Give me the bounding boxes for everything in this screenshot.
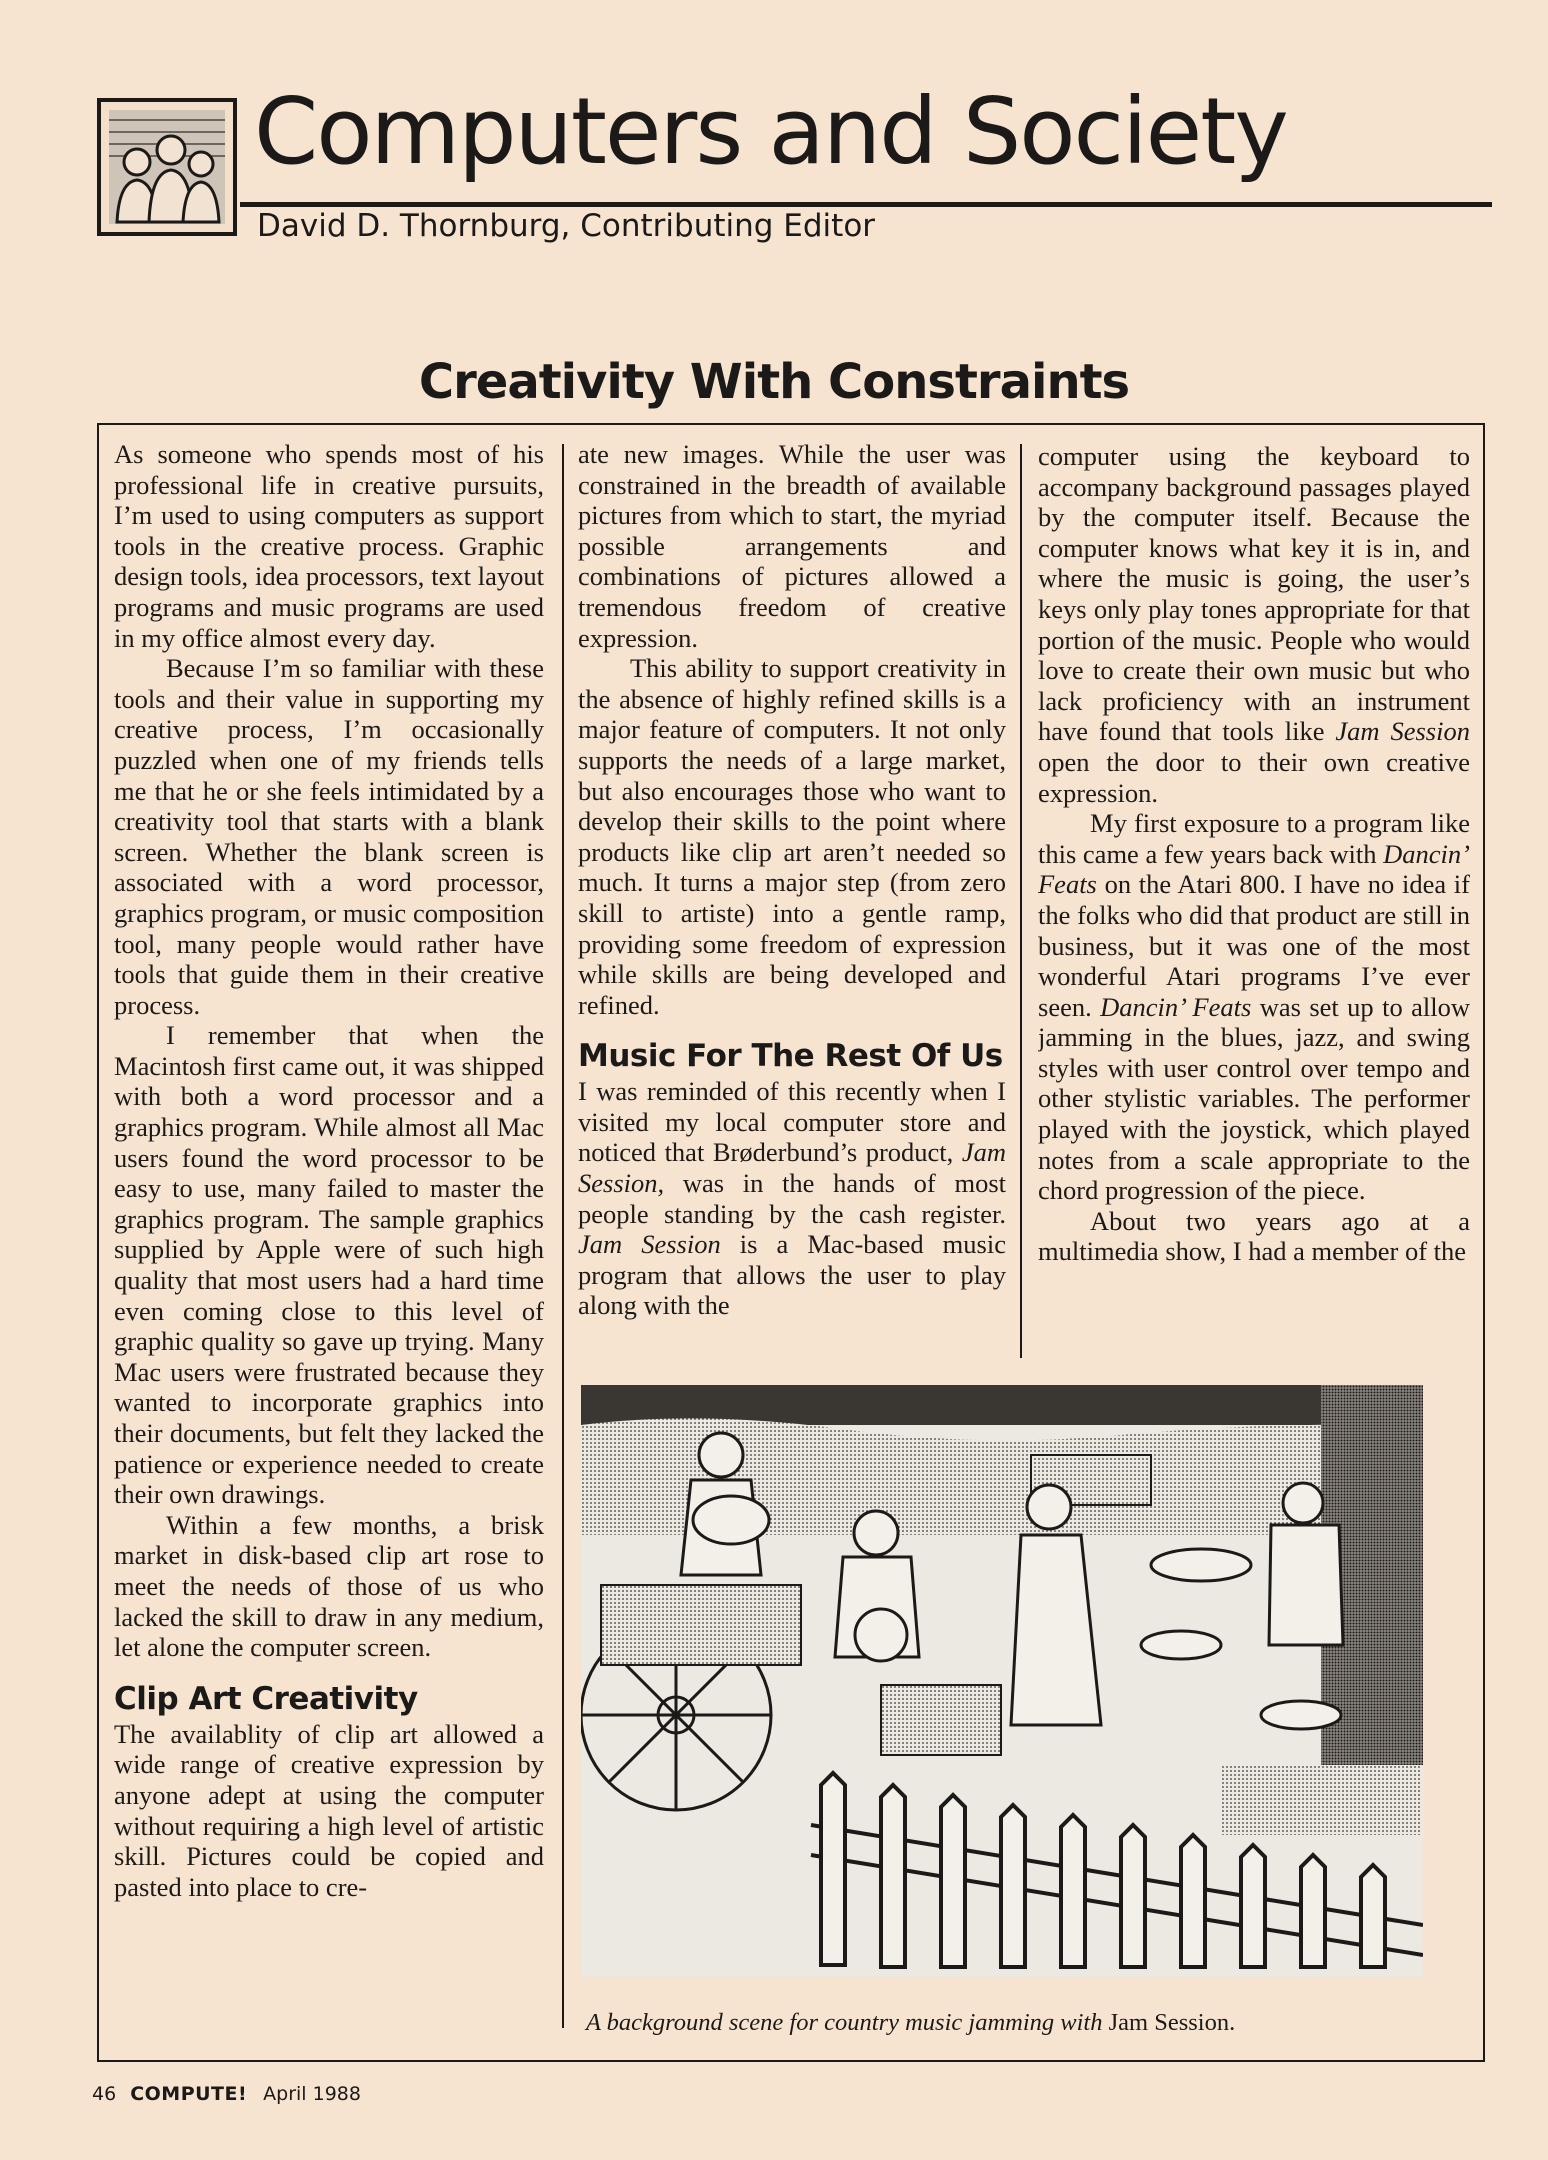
text-run: computer using the keyboard to accompany background passages played by the computer itself. Because the computer knows what key it is in, and where the music is going, the user’s keys only play tones appropriate for that portion of the music. People who would love to create their own music but who lack proficiency with an instrument have found that tools like <box>1038 441 1470 747</box>
column-divider <box>1020 444 1022 1358</box>
section-logo <box>97 98 237 236</box>
paragraph: About two years ago at a multimedia show, I had a member of the <box>1038 1205 1470 1267</box>
caption-product-title: Jam Session. <box>1108 2009 1236 2036</box>
paragraph: Because I’m so familiar with these tools and their value in supporting my creative process, I’m occasionally puzzled when one of my friends tells me that he or she feels intimidated by a creativity tool that starts with a blank screen. Whether the blank screen is associated with a word processor, graphics program, or music composition tool, many people would rather have tools that guide them in their creative process. <box>114 653 544 1020</box>
product-title: Jam Session <box>1335 716 1470 747</box>
text-run: I was reminded of this recently when I visited my local computer store and noticed that Brøderbund’s product, <box>578 1076 1006 1168</box>
product-title: Jam Session <box>578 1229 721 1260</box>
jam-session-illustration <box>581 1385 1423 1977</box>
subhead: Clip Art Creativity <box>114 1680 418 1717</box>
header-rule <box>240 202 1492 207</box>
byline: David D. Thornburg, Contributing Editor <box>257 208 876 244</box>
text-run: open the door to their own creative expression. <box>1038 746 1470 808</box>
product-title: Jam Session, <box>578 1137 1006 1199</box>
paragraph: This ability to support creativity in the absence of highly refined skills is a major feature of computers. It not only supports the needs of a large market, but also encourages those who want to develop their skills to the point where products like clip art aren’t needed so much. It turns a major step (from zero skill to artiste) into a gentle ramp, providing some freedom of expression while skills are being developed and refined. <box>578 653 1006 1020</box>
paragraph <box>578 1076 1006 1321</box>
page-number: 46 <box>92 2083 117 2105</box>
paragraph: ate new images. While the user was constrained in the breadth of available pictures from which to start, the myriad possible arrangements and combinations of pictures allowed a tremendous freedom of creative expression. <box>578 439 1006 653</box>
page-footer <box>92 2083 361 2105</box>
product-title: Dancin’ Feats <box>1100 991 1252 1022</box>
country-band-scene-icon <box>581 1385 1423 1977</box>
figure-caption <box>586 2009 1466 2037</box>
paragraph: I remember that when the Macintosh first came out, it was shipped with both a word processor and a graphics program. While almost all Mac users found the word processor to be easy to use, many failed to master the graphics program. The sample graphics supplied by Apple were of such high quality that most users had a hard time even coming close to this level of graphic quality so gave up trying. Many Mac users were frustrated because they wanted to incorporate graphics into their documents, but felt they lacked the patience or experience needed to create their own drawings. <box>114 1020 544 1510</box>
text-run: was in the hands of most people standing by the cash register. <box>578 1168 1006 1229</box>
column-1 <box>114 439 544 2059</box>
section-title: Computers and Society <box>254 78 1287 185</box>
magazine-name: COMPUTE! <box>130 2083 248 2105</box>
people-group-icon <box>109 110 225 224</box>
paragraph <box>1038 441 1470 808</box>
product-title: Dancin’ Feats <box>1038 838 1470 900</box>
subhead: Music For The Rest Of Us <box>578 1038 1003 1075</box>
caption-text: A background scene for country music jamming with <box>586 2009 1109 2036</box>
paragraph: Within a few months, a brisk market in disk-based clip art rose to meet the needs of those of us who lacked the skill to draw in any medium, let alone the computer screen. <box>114 1509 544 1663</box>
text-run: on the Atari 800. I have no idea if the folks who did that product are still in business, but it was one of the most wonderful Atari programs I’ve ever seen. <box>1038 869 1470 1022</box>
article-headline: Creativity With Constraints <box>418 354 1130 410</box>
column-3 <box>1038 441 1470 1361</box>
paragraph <box>1038 808 1470 1206</box>
text-run: My first exposure to a program like this came a few years back with <box>1038 808 1470 869</box>
text-run: is a Mac-based music program that allows the user to play along with the <box>578 1229 1006 1321</box>
paragraph: The availablity of clip art allowed a wide range of creative expression by anyone adept at using the computer without requiring a high level of artistic skill. Pictures could be copied and pasted into place to cre- <box>114 1718 544 1902</box>
column-divider <box>562 444 564 2028</box>
column-2 <box>578 439 1006 1359</box>
text-run: was set up to allow jamming in the blues, jazz, and swing styles with user control over tempo and other stylistic variables. The performer played with the joystick, which played notes from a scale appropriate to the chord progression of the piece. <box>1038 991 1470 1206</box>
issue-date: April 1988 <box>263 2083 361 2105</box>
paragraph: As someone who spends most of his professional life in creative pursuits, I’m used to using computers as support tools in the creative process. Graphic design tools, idea processors, text layout programs and music programs are used in my office almost every day. <box>114 439 544 653</box>
